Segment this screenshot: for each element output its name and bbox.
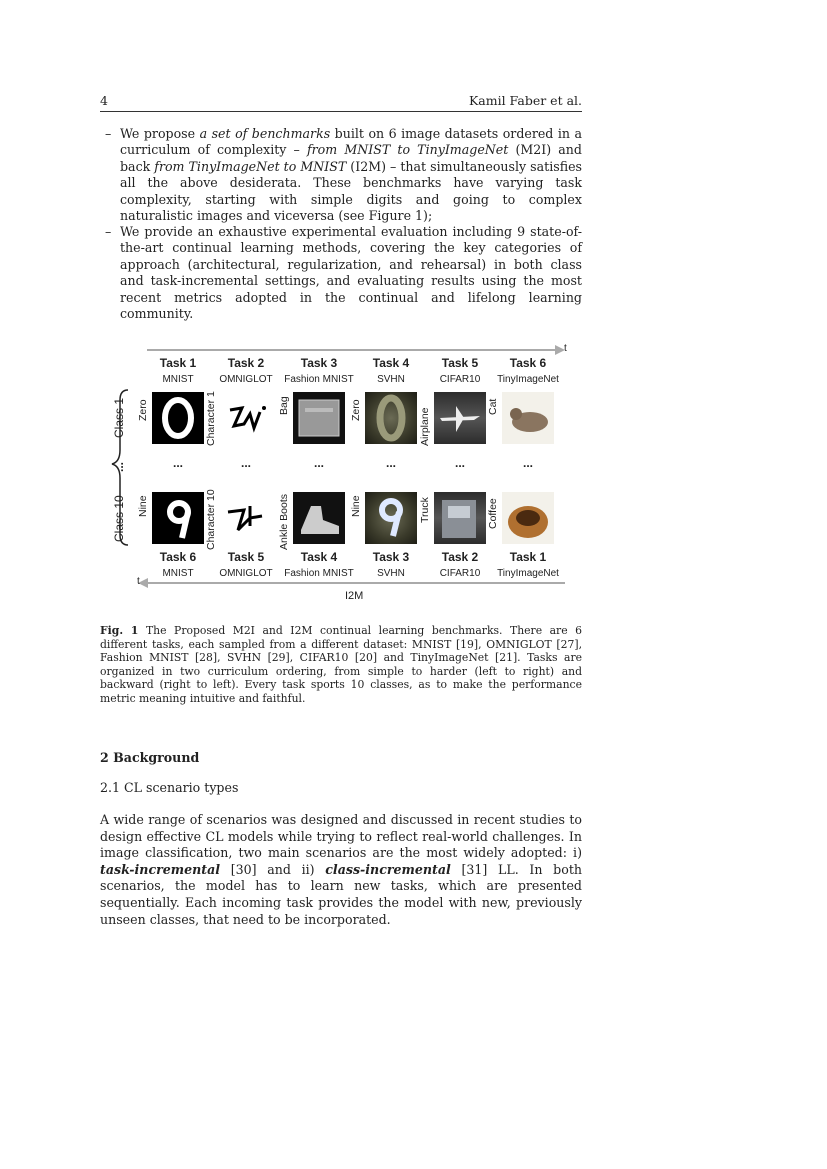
text-run: a set of benchmarks xyxy=(199,126,331,141)
text-run: from MNIST to TinyImageNet xyxy=(307,142,509,158)
bullet-benchmarks xyxy=(105,126,582,224)
text-run: from TinyImageNet to MNIST xyxy=(154,158,347,174)
text-run: task-incremental xyxy=(100,861,221,877)
row-ellipsis: ... xyxy=(385,456,396,470)
class-ellipsis: ... xyxy=(112,461,126,472)
class-label-bottom: Truck xyxy=(419,497,431,523)
task-title-top: Task 2 xyxy=(227,356,265,370)
row-ellipsis: ... xyxy=(172,456,183,470)
task-title-bottom: Task 1 xyxy=(509,550,547,564)
class-label-top: Airplane xyxy=(419,407,431,446)
body-paragraph xyxy=(100,812,582,928)
dataset-name-top: TinyImageNet xyxy=(497,374,559,385)
header-rule xyxy=(100,111,582,112)
text-run: We provide an exhaustive experimental evaluation including 9 state-of-the-art continual learning methods, covering the key categories of approach (architectural, regularization, and rehearsal) in both class and task-incremental settings, and evaluating results using the most recent metrics adopted in the continual and lifelong learning community. xyxy=(120,224,582,322)
text-run: class-incremental xyxy=(325,861,451,877)
dataset-name-bottom: CIFAR10 xyxy=(439,568,481,579)
bullet-dash: – xyxy=(105,126,112,141)
caption-text: The Proposed M2I and I2M continual learning benchmarks. There are 6 different tasks, each sampled from a different dataset: MNIST [19], OMNIGLOT [27], Fashion MNIST [28], SVHN [29], CIFAR10 [20] and TinyImageNet [21]. Tasks are organized in two curriculum ordering, from simple to harder (left to right) and backward (right to left). Every task sports 10 classes, as to make the performance metric meaning intuitive and faithful. xyxy=(100,624,582,705)
task-title-bottom: Task 6 xyxy=(159,550,197,564)
sample-image xyxy=(293,392,345,444)
task-title-bottom: Task 4 xyxy=(300,550,338,564)
subsection-title: 2.1 CL scenario types xyxy=(100,780,239,795)
task-title-bottom: Task 3 xyxy=(372,550,410,564)
caption-label: Fig. 1 xyxy=(100,624,139,637)
dataset-name-bottom: SVHN xyxy=(377,568,405,579)
top-axis-label: t xyxy=(564,343,567,354)
class-label-top: Zero xyxy=(137,399,149,421)
sample-image xyxy=(365,392,417,444)
bottom-order-label: I2M xyxy=(345,590,364,602)
sample-image xyxy=(152,492,204,544)
text-run: (I2M) – that simultaneously satisfies all the above desiderata. These benchmarks have varying task complexity, starting with simple digits and going to complex naturalistic images and viceversa (see Figure 1); xyxy=(120,158,583,224)
bottom-axis-label: t xyxy=(137,576,140,587)
sample-image xyxy=(434,392,486,444)
sample-image xyxy=(365,492,417,544)
dataset-name-top: Fashion MNIST xyxy=(284,374,354,385)
dataset-name-bottom: OMNIGLOT xyxy=(219,568,273,579)
text-run: We propose xyxy=(120,126,200,141)
dataset-name-top: MNIST xyxy=(162,374,194,385)
task-title-top: Task 3 xyxy=(300,356,338,370)
class-1-label: Class 1 xyxy=(112,397,126,438)
task-title-top: Task 4 xyxy=(372,356,410,370)
class-label-bottom: Coffee xyxy=(487,498,499,530)
sample-image xyxy=(502,392,554,444)
bullet-dash: – xyxy=(105,224,112,239)
dataset-name-top: CIFAR10 xyxy=(439,374,481,385)
class-label-bottom: Nine xyxy=(137,495,149,517)
class-label-bottom: Character 10 xyxy=(205,489,217,550)
sample-image xyxy=(220,492,272,544)
task-title-top: Task 6 xyxy=(509,356,547,370)
row-ellipsis: ... xyxy=(240,456,251,470)
class-10-label: Class 10 xyxy=(112,495,126,542)
figure-benchmarks xyxy=(100,340,582,610)
sample-image xyxy=(293,492,345,544)
task-title-bottom: Task 5 xyxy=(227,550,265,564)
figure-caption xyxy=(100,624,582,706)
text-run: [30] and ii) xyxy=(220,861,326,877)
class-label-top: Cat xyxy=(487,398,499,415)
class-label-bottom: Nine xyxy=(350,495,362,517)
dataset-name-bottom: MNIST xyxy=(162,568,194,579)
text-run: (M2I) and back xyxy=(120,142,582,174)
class-label-top: Zero xyxy=(350,399,362,421)
section-title: 2 Background xyxy=(100,750,200,765)
class-label-top: Character 1 xyxy=(205,391,217,446)
task-title-bottom: Task 2 xyxy=(441,550,479,564)
bullet-text xyxy=(120,224,582,322)
sample-image xyxy=(502,492,554,544)
task-title-top: Task 1 xyxy=(159,356,197,370)
dataset-name-bottom: TinyImageNet xyxy=(497,568,559,579)
bullet-text xyxy=(120,126,582,224)
row-ellipsis: ... xyxy=(313,456,324,470)
text-run: built on 6 image datasets ordered in a curriculum of complexity – xyxy=(120,126,583,158)
page-number: 4 xyxy=(100,93,108,108)
dataset-name-bottom: Fashion MNIST xyxy=(284,568,354,579)
bullet-evaluation xyxy=(105,224,582,322)
text-run: A wide range of scenarios was designed and discussed in recent studies to design effective CL models while trying to reflect real-world challenges. In image classification, two main scenarios are the most widely adopted: i) xyxy=(100,812,582,861)
class-label-bottom: Ankle Boots xyxy=(278,493,290,550)
row-ellipsis: ... xyxy=(454,456,465,470)
task-title-top: Task 5 xyxy=(441,356,479,370)
class-label-top: Bag xyxy=(278,395,290,415)
sample-image xyxy=(434,492,486,544)
sample-image xyxy=(220,392,272,444)
running-authors: Kamil Faber et al. xyxy=(468,93,582,108)
dataset-name-top: SVHN xyxy=(377,374,405,385)
text-run: [31] LL. In both scenarios, the model has to learn new tasks, which are presented sequentially. Each incoming task provides the model with new, previously unseen classes, that need to be incorporated. xyxy=(100,861,582,927)
sample-image xyxy=(152,392,204,444)
row-ellipsis: ... xyxy=(522,456,533,470)
dataset-name-top: OMNIGLOT xyxy=(219,374,273,385)
